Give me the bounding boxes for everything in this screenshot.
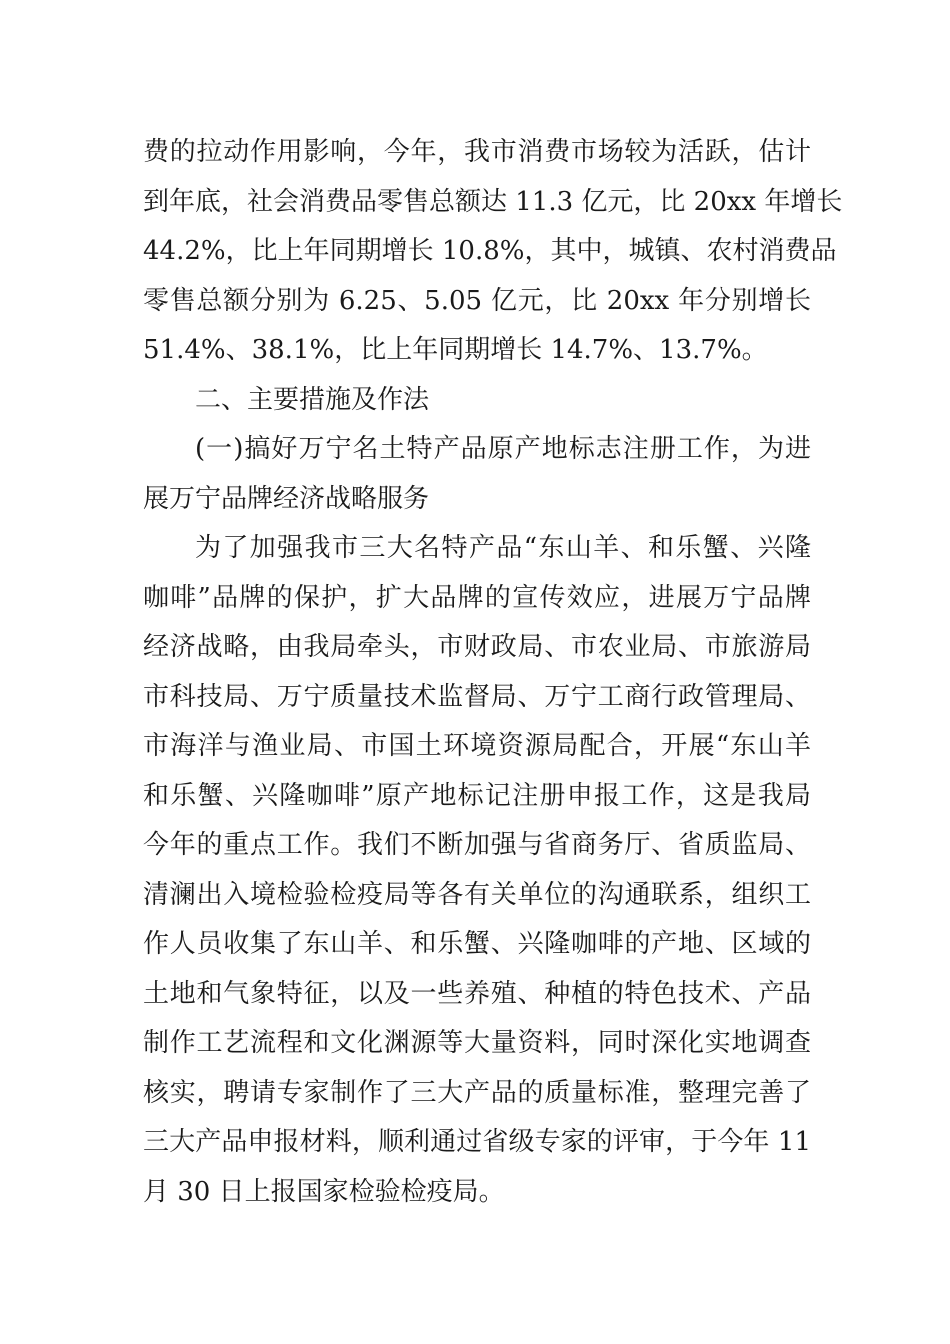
text-line-content: 市科技局、万宁质量技术监督局、万宁工商行政管理局、 [143,681,811,712]
text-line [143,178,843,228]
text-line [143,574,811,624]
text-line-content: 零售总额分别为 6.25、5.05 亿元，比 20xx 年分别增长 [143,285,811,316]
text-line-content: 51.4%、38.1%，比上年同期增长 14.7%、13.7%。 [143,335,768,365]
document-body [143,128,843,1217]
text-line [143,326,811,376]
text-line [143,227,837,277]
text-line-content: 清澜出入境检验检疫局等各有关单位的沟通联系，组织工 [143,879,811,910]
text-line [143,1168,811,1218]
text-line [143,722,811,772]
text-line-content: 44.2%，比上年同期增长 10.8%，其中，城镇、农村消费品 [143,236,837,266]
text-line-content: 费的拉动作用影响，今年，我市消费市场较为活跃，估计 [143,137,811,167]
text-line [143,871,811,921]
text-line-content: (一)搞好万宁名土特产品原产地标志注册工作，为进 [195,434,811,464]
text-line [143,524,811,574]
text-line [143,623,811,673]
text-line-content: 月 30 日上报国家检验检疫局。 [143,1176,505,1207]
text-line [143,376,811,426]
text-line-content: 经济战略，由我局牵头，市财政局、市农业局、市旅游局 [143,632,811,662]
text-line-content: 土地和气象特征，以及一些养殖、种植的特色技术、产品 [143,978,811,1009]
text-line-content: 为了加强我市三大名特产品“东山羊、和乐蟹、兴隆 [195,533,811,563]
text-line [143,772,811,822]
text-line-content: 咖啡”品牌的保护，扩大品牌的宣传效应，进展万宁品牌 [143,582,811,613]
text-line-content: 核实，聘请专家制作了三大产品的质量标准，整理完善了 [143,1077,811,1108]
text-line-content: 和乐蟹、兴隆咖啡”原产地标记注册申报工作，这是我局 [143,780,811,811]
text-line-content: 今年的重点工作。我们不断加强与省商务厅、省质监局、 [143,830,811,860]
text-line [143,970,811,1020]
text-line-content: 到年底，社会消费品零售总额达 11.3 亿元，比 20xx 年增长 [143,186,843,217]
text-line-content: 市海洋与渔业局、市国土环境资源局配合，开展“东山羊 [143,731,811,761]
text-line [143,277,811,327]
text-line [143,1019,811,1069]
text-line [143,920,811,970]
text-line [143,1118,811,1168]
text-line [143,425,811,475]
text-line [143,821,811,871]
text-line [143,475,811,525]
text-line-content: 作人员收集了东山羊、和乐蟹、兴隆咖啡的产地、区域的 [143,929,811,959]
text-line-content: 二、主要措施及作法 [195,384,430,415]
text-line [143,128,811,178]
text-line-content: 展万宁品牌经济战略服务 [143,483,430,514]
text-line [143,673,811,723]
text-line-content: 三大产品申报材料，顺利通过省级专家的评审，于今年 11 [143,1127,811,1157]
text-line-content: 制作工艺流程和文化渊源等大量资料，同时深化实地调查 [143,1028,811,1058]
text-line [143,1069,811,1119]
